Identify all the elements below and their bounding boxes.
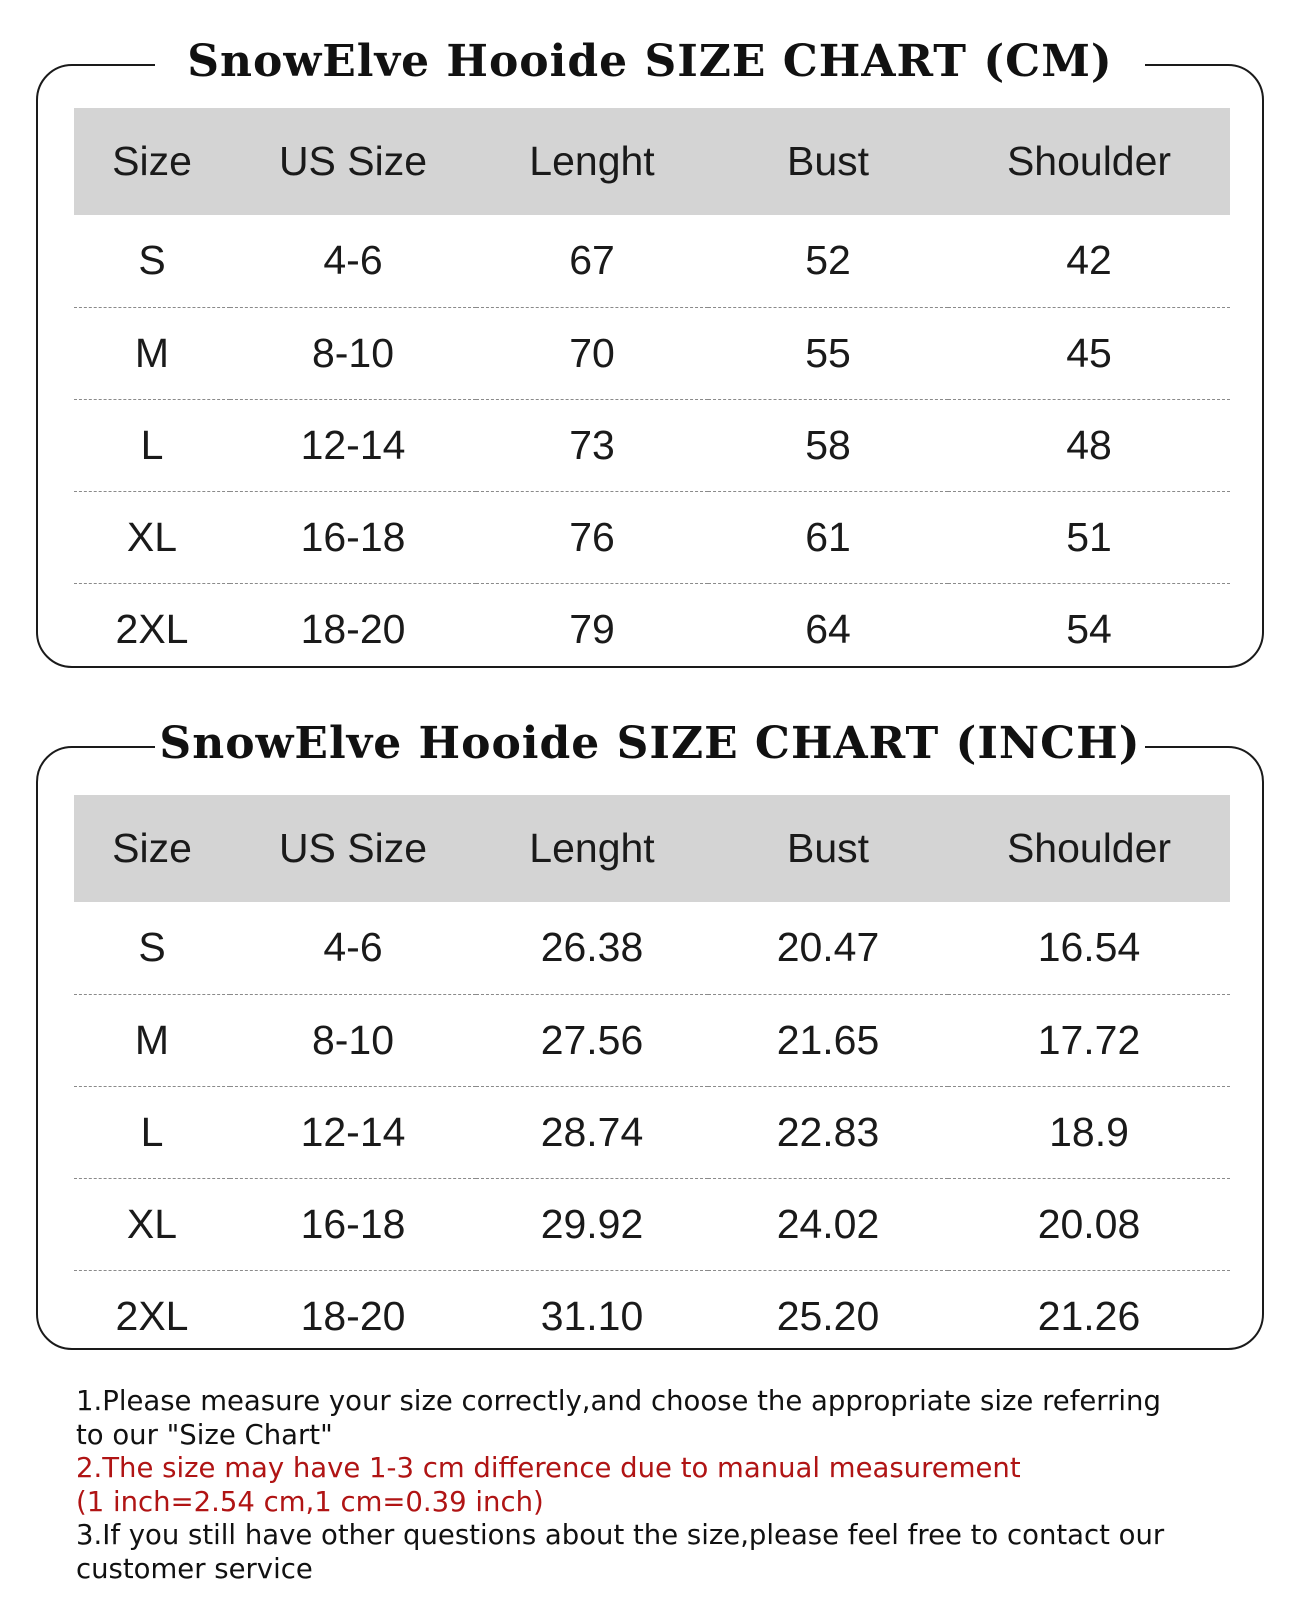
cell-bust: 20.47 bbox=[708, 902, 948, 994]
table-header-row bbox=[74, 795, 1230, 902]
cell-length: 28.74 bbox=[476, 1086, 708, 1178]
cell-size: L bbox=[74, 1086, 230, 1178]
header-shoulder: Shoulder bbox=[948, 795, 1230, 902]
cell-us-size: 8-10 bbox=[230, 307, 476, 399]
cell-length: 79 bbox=[569, 605, 615, 652]
note-line-conversion: (1 inch=2.54 cm,1 cm=0.39 inch) bbox=[76, 1485, 544, 1518]
cell-shoulder: 17.72 bbox=[948, 994, 1230, 1086]
table-row bbox=[74, 491, 1230, 583]
cell-shoulder: 18.9 bbox=[948, 1086, 1230, 1178]
table-row bbox=[74, 1178, 1230, 1270]
cell-us-size: 8-10 bbox=[230, 994, 476, 1086]
cell-length: 70 bbox=[476, 307, 708, 399]
cell-shoulder: 51 bbox=[948, 491, 1230, 583]
table-row bbox=[74, 902, 1230, 994]
cell-shoulder: 16.54 bbox=[948, 902, 1230, 994]
cell-length: 76 bbox=[476, 491, 708, 583]
table-row bbox=[74, 583, 1230, 675]
header-shoulder: Shoulder bbox=[948, 108, 1230, 215]
cell-us-size: 12-14 bbox=[230, 399, 476, 491]
cell-shoulder: 42 bbox=[948, 215, 1230, 307]
size-chart-inch-title: SnowElve Hooide SIZE CHART (INCH) bbox=[159, 718, 1141, 769]
cell-length: 27.56 bbox=[476, 994, 708, 1086]
note-line: 1.Please measure your size correctly,and choose the appropriate size referring bbox=[76, 1385, 1161, 1417]
header-us-size: US Size bbox=[230, 795, 476, 902]
cell-shoulder: 48 bbox=[948, 399, 1230, 491]
cell-size: S bbox=[74, 215, 230, 307]
cell-length: 26.38 bbox=[476, 902, 708, 994]
size-notes bbox=[76, 1385, 1256, 1586]
table-row bbox=[74, 994, 1230, 1086]
note-line: customer service bbox=[76, 1552, 313, 1585]
cell-length: 67 bbox=[476, 215, 708, 307]
size-table-cm bbox=[74, 108, 1230, 675]
cell-bust: 58 bbox=[708, 399, 948, 491]
table-row bbox=[74, 215, 1230, 307]
cell-length: 29.92 bbox=[476, 1178, 708, 1270]
header-size: Size bbox=[74, 795, 230, 902]
header-bust: Bust bbox=[708, 108, 948, 215]
cell-bust: 64 bbox=[805, 605, 851, 652]
table-row bbox=[74, 1086, 1230, 1178]
cell-bust: 25.20 bbox=[776, 1292, 880, 1339]
cell-us-size: 16-18 bbox=[230, 1178, 476, 1270]
cell-shoulder: 54 bbox=[1066, 605, 1112, 652]
table-row bbox=[74, 307, 1230, 399]
header-bust: Bust bbox=[708, 795, 948, 902]
table-row bbox=[74, 399, 1230, 491]
note-line: to our "Size Chart" bbox=[76, 1418, 333, 1451]
header-size: Size bbox=[74, 108, 230, 215]
size-chart-cm-title: SnowElve Hooide SIZE CHART (CM) bbox=[187, 36, 1113, 87]
cell-bust: 22.83 bbox=[708, 1086, 948, 1178]
header-length: Lenght bbox=[476, 108, 708, 215]
cell-us-size: 4-6 bbox=[230, 215, 476, 307]
cell-bust: 21.65 bbox=[708, 994, 948, 1086]
cell-us-size: 18-20 bbox=[300, 1292, 406, 1339]
header-length: Lenght bbox=[476, 795, 708, 902]
size-table-inch bbox=[74, 795, 1230, 1362]
cell-us-size: 4-6 bbox=[230, 902, 476, 994]
cell-length: 31.10 bbox=[540, 1292, 644, 1339]
note-line-warning: 2.The size may have 1-3 cm difference due to manual measurement bbox=[76, 1452, 1021, 1484]
cell-bust: 24.02 bbox=[708, 1178, 948, 1270]
table-row bbox=[74, 1270, 1230, 1362]
cell-shoulder: 45 bbox=[948, 307, 1230, 399]
cell-size: M bbox=[74, 994, 230, 1086]
cell-us-size: 12-14 bbox=[230, 1086, 476, 1178]
cell-shoulder: 20.08 bbox=[948, 1178, 1230, 1270]
cell-size: XL bbox=[74, 1178, 230, 1270]
cell-size: 2XL bbox=[115, 605, 189, 652]
cell-length: 73 bbox=[476, 399, 708, 491]
table-header-row bbox=[74, 108, 1230, 215]
cell-size: S bbox=[74, 902, 230, 994]
header-us-size: US Size bbox=[230, 108, 476, 215]
note-line: 3.If you still have other questions about the size,please feel free to contact our bbox=[76, 1519, 1165, 1551]
cell-bust: 55 bbox=[708, 307, 948, 399]
cell-us-size: 18-20 bbox=[300, 605, 406, 652]
cell-bust: 61 bbox=[708, 491, 948, 583]
cell-size: 2XL bbox=[115, 1292, 189, 1339]
cell-size: XL bbox=[74, 491, 230, 583]
cell-size: L bbox=[74, 399, 230, 491]
cell-us-size: 16-18 bbox=[230, 491, 476, 583]
cell-bust: 52 bbox=[708, 215, 948, 307]
cell-shoulder: 21.26 bbox=[1037, 1292, 1141, 1339]
cell-size: M bbox=[74, 307, 230, 399]
